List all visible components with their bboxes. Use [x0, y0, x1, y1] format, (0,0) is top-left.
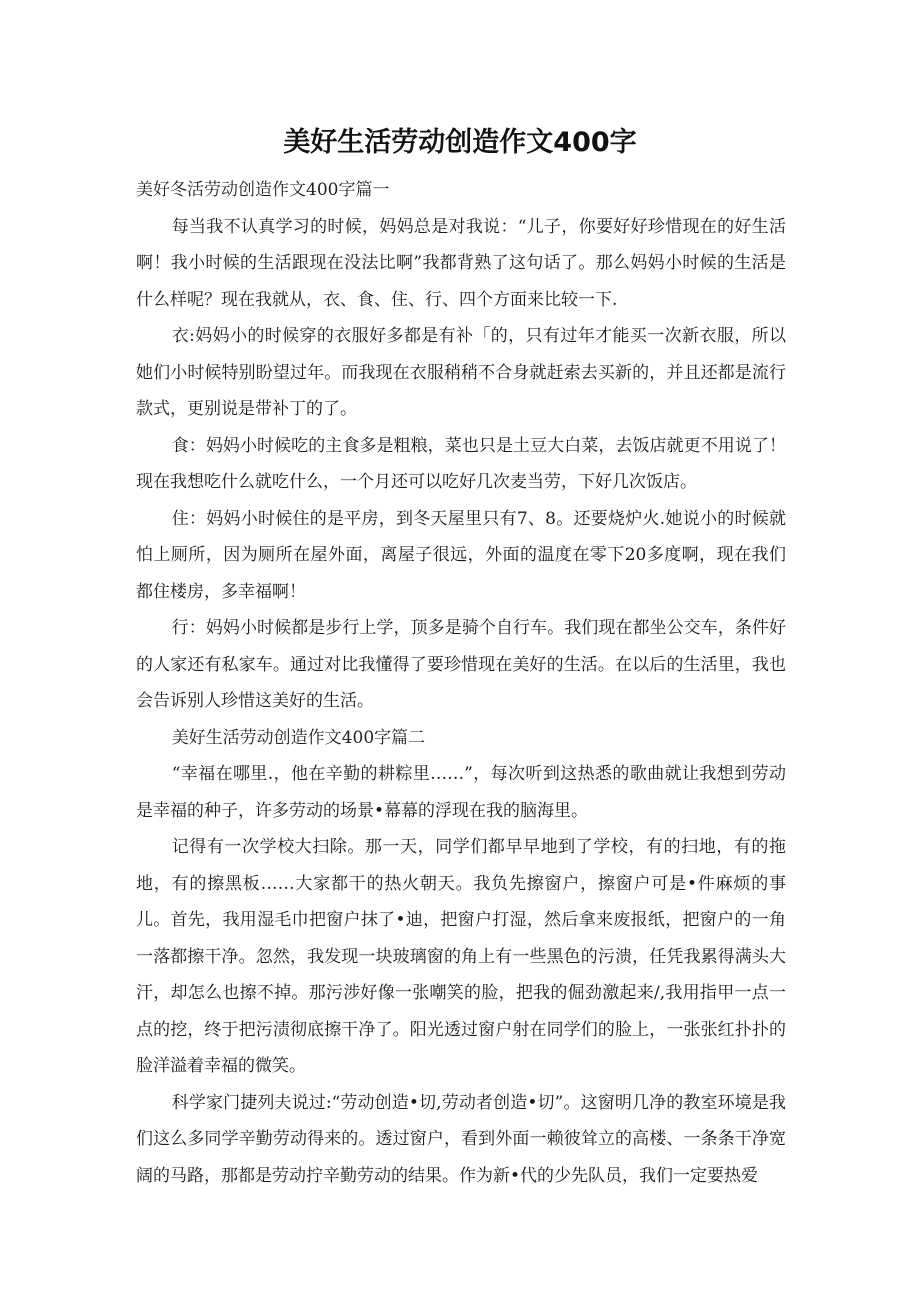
- section-heading-1: 美好冬活劳动创造作文400字篇一: [136, 180, 390, 200]
- paragraph: 衣:妈妈小的时候穿的衣服好多都是有补「的，只有过年才能买一次新衣服，所以她们小时候特别盼望过年。而我现在衣服稍稍不合身就赶索去买新的，并且还都是流行款式，更别说是带补丁的了。: [136, 326, 786, 419]
- paragraph: “幸福在哪里.，他在辛勤的耕粽里……”，每次听到这热悉的歌曲就让我想到劳动是幸福的种子，许多劳动的场景•幕幕的浮现在我的脑海里。: [136, 764, 786, 821]
- section-heading-2: 美好生活劳动创造作文400字篇二: [171, 727, 426, 748]
- document-title: 美好生活劳动创造作文400字: [283, 127, 637, 158]
- paragraph: 每当我不认真学习的时候，妈妈总是对我说：“儿子，你要好好珍惜现在的好生活啊！我小时候的生活跟现在没法比啊”我都背熟了这句话了。那么妈妈小时候的生活是什么样呢？现在我就从，衣、食、住、行、四个方面来比较一下.: [136, 216, 786, 310]
- paragraph: 行：妈妈小时候都是步行上学，顶多是骑个自行车。我们现在都坐公交车，条件好的人家还有私家车。通过对比我懂得了要珍惜现在美好的生活。在以后的生活里，我也会告诉别人珍惜这美好的生活。: [136, 618, 786, 711]
- paragraph: 记得有一次学校大扫除。那一天，同学们都早早地到了学校，有的扫地，有的拖地，有的擦黑板……大家都干的热火朝天。我负先擦窗户，擦窗户可是•件麻烦的事儿。首先，我用湿毛巾把窗户抹了•迪，把窗户打湿，然后拿来废报纸，把窗户的一角一落都擦干净。忽然，我发现一块玻璃窗的角上有一些黑色的污溃，任凭我累得满头大汗，却怎么也擦不掉。那污涉好像一张嘲笑的脸，把我的倔劲激起来/,我用指甲一点一点的挖，终于把污渍彻底擦干净了。阳光透过窗户射在同学们的脸上，一张张红扑扑的脸洋溢着幸福的微笑。: [136, 837, 786, 1076]
- paragraph: 科学家门捷列夫说过:“劳动创造•切,劳动者创造•切”。这窗明几净的教室环境是我们这么多同学辛勤劳动得来的。透过窗户，看到外面一赖彼耸立的高楼、一条条干净宽阔的马路，那都是劳动拧辛勤劳动的结果。作为新•代的少先队员，我们一定要热爱: [136, 1092, 786, 1186]
- paragraph: 食：妈妈小时候吃的主食多是粗粮，菜也只是土豆大白菜，去饭店就更不用说了！现在我想吃什么就吃什么，一个月还可以吃好几次麦当劳，下好几次饭店。: [136, 435, 786, 492]
- paragraph: 住：妈妈小时候住的是平房，到冬天屋里只有7、8。还要烧炉火.她说小的时候就怕上厕所，因为厕所在屋外面，离屋子很远，外面的温度在零下20多度啊，现在我们都住楼房，多幸福啊！: [136, 508, 786, 602]
- document-body: [136, 172, 786, 1194]
